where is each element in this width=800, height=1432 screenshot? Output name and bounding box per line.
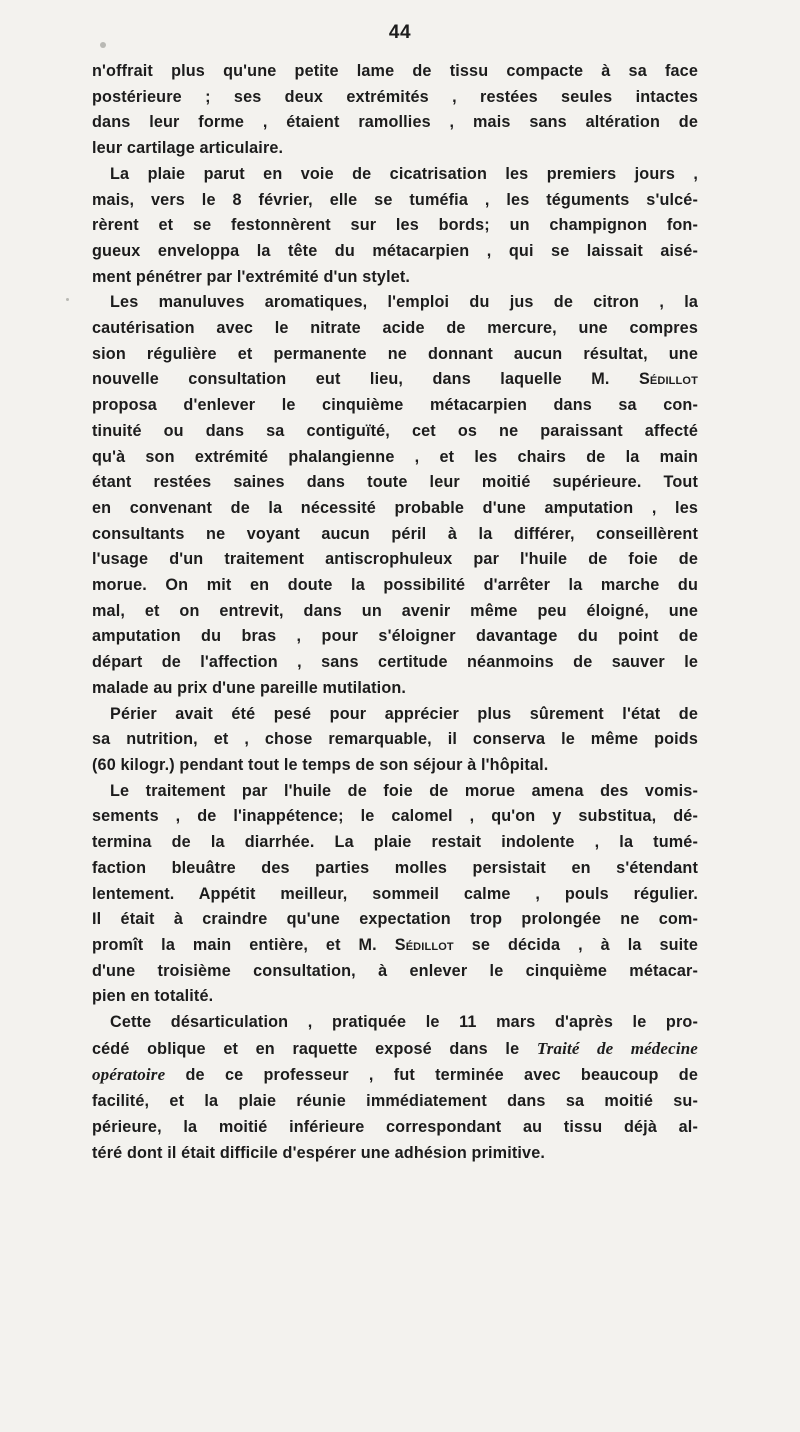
text-line: l'usage d'un traitement antiscrophuleux par l'huile de foie de [92,550,698,569]
book-title: opératoire [92,1065,166,1085]
page-number: 44 [388,22,412,43]
author-name: Sédillot [638,370,698,389]
text-line: proposa d'enlever le cinquième métacarpien dans sa con- [92,396,698,415]
text-line: sements , de l'inappétence; le calomel , qu'on y substitua, dé- [92,807,698,826]
text-line: qu'à son extrémité phalangienne , et les chairs de la main [92,447,698,466]
text-line: La plaie parut en voie de cicatrisation les premiers jours , [110,164,698,183]
text-line: ment pénétrer par l'extrémité d'un stylet. [92,267,411,286]
page-body [92,59,698,1166]
text-line: étant restées saines dans toute leur moitié supérieure. Tout [92,473,698,492]
text-line: rèrent et se festonnèrent sur les bords; un champignon fon- [92,216,698,235]
text-line: d'une troisième consultation, à enlever le cinquième métacar- [92,961,698,980]
text-line: (60 kilogr.) pendant tout le temps de son séjour à l'hôpital. [92,755,549,774]
text-fragment: cédé oblique et en raquette exposé dans le [92,1039,537,1058]
book-title: Traité de médecine [536,1038,698,1058]
text-line [92,933,698,959]
text-line: sion régulière et permanente ne donnant aucun résultat, une [92,344,698,363]
text-line: départ de l'affection , sans certitude néanmoins de sauver le [92,653,698,672]
text-line: sa nutrition, et , chose remarquable, il conserva le même poids [92,730,698,749]
text-line: consultants ne voyant aucun péril à la différer, conseillèrent [92,524,698,543]
text-line: mais, vers le 8 février, elle se tuméfia , les téguments s'ulcé- [92,190,698,209]
text-line: gueux enveloppa la tête du métacarpien , qui se laissait aisé- [92,241,698,260]
text-line: tinuité ou dans sa contiguïté, cet os ne paraissant affecté [92,421,698,440]
text-line: pien en totalité. [92,987,214,1006]
text-line: Les manuluves aromatiques, l'emploi du jus de citron , la [110,293,698,312]
text-line: en convenant de la nécessité probable d'une amputation , les [92,498,698,517]
text-line: mal, et on entrevit, dans un avenir même peu éloigné, une [92,601,698,620]
author-name: Sédillot [394,935,454,954]
text-line: facilité, et la plaie réunie immédiatement dans sa moitié su- [92,1092,698,1111]
text-line: n'offrait plus qu'une petite lame de tissu compacte à sa face [92,62,698,80]
text-line: Périer avait été pesé pour apprécier plus sûrement l'état de [110,704,698,723]
text-line [92,1062,698,1089]
text-line [92,367,698,393]
text-line: termina de la diarrhée. La plaie restait indolente , la tumé- [92,833,698,852]
text-line: téré dont il était difficile d'espérer une adhésion primitive. [92,1143,546,1162]
text-line: dans leur forme , étaient ramollies , mais sans altération de [92,113,698,132]
text-line: Cette désarticulation , pratiquée le 11 mars d'après le pro- [110,1013,698,1032]
text-line [92,1036,698,1063]
text-line: Le traitement par l'huile de foie de morue amena des vomis- [110,781,698,800]
text-line: malade au prix d'une pareille mutilation. [92,678,407,697]
text-fragment: se décida , à la suite [453,935,698,954]
text-line: faction bleuâtre des parties molles persistait en s'étendant [92,858,698,877]
text-fragment: nouvelle consultation eut lieu, dans laquelle M. [92,370,639,389]
text-line: Il était à craindre qu'une expectation trop prolongée ne com- [92,910,698,929]
text-fragment: de ce professeur , fut terminée avec beaucoup de [165,1066,698,1085]
text-line: lentement. Appétit meilleur, sommeil calme , pouls régulier. [92,884,698,903]
paper-speck [66,298,69,301]
text-line: périeure, la moitié inférieure correspondant au tissu déjà al- [92,1117,698,1136]
text-line: cautérisation avec le nitrate acide de mercure, une compres [92,319,698,338]
text-line: amputation du bras , pour s'éloigner davantage du point de [92,627,698,646]
text-line: leur cartilage articulaire. [92,139,284,158]
text-line: morue. On mit en doute la possibilité d'arrêter la marche du [92,576,698,595]
text-fragment: promît la main entière, et M. [92,935,395,954]
text-line: postérieure ; ses deux extrémités , restées seules intactes [92,87,698,106]
